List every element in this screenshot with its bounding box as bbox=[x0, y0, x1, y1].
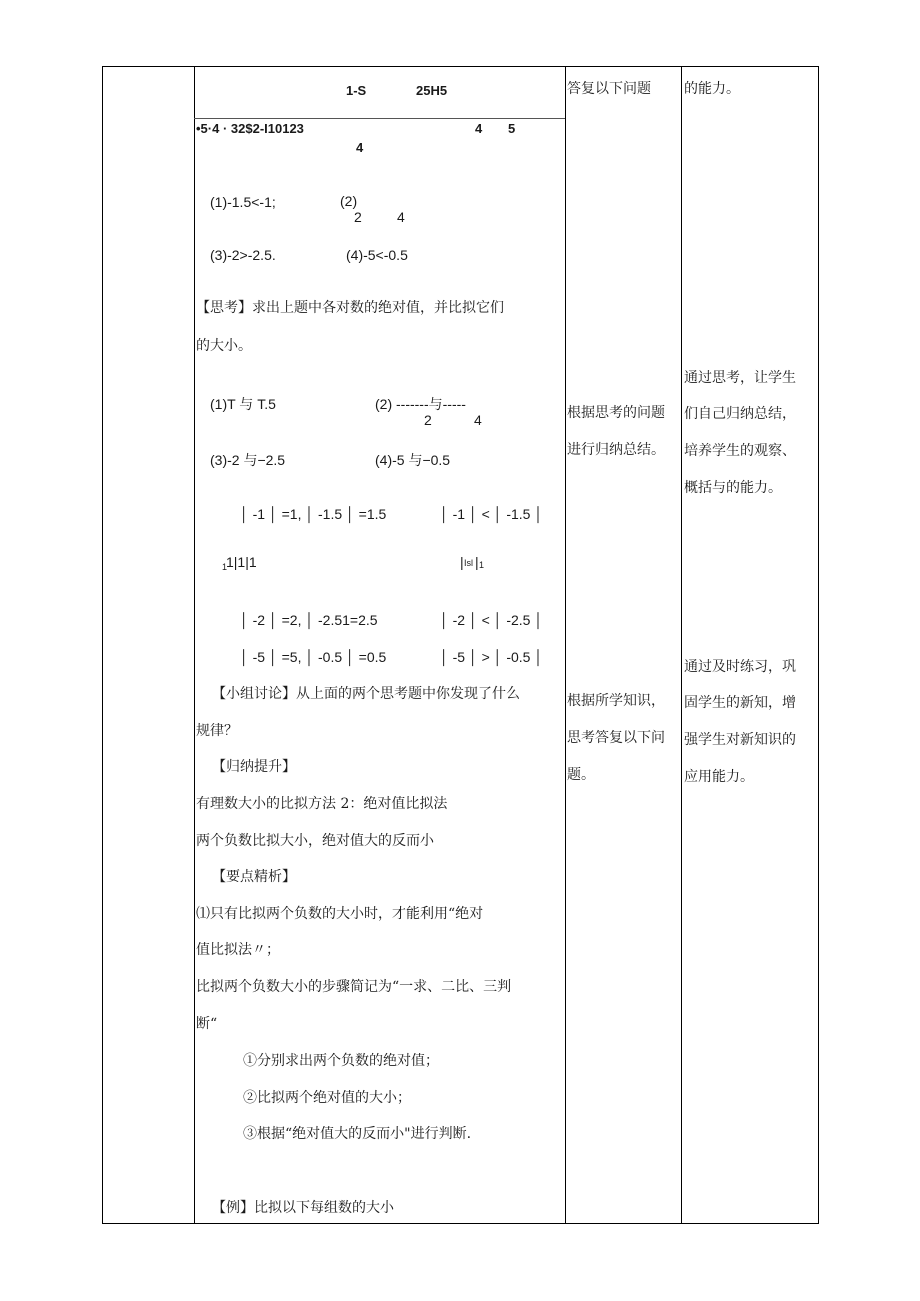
inner-divider bbox=[194, 118, 565, 119]
step-3: ③根据“绝对值大的反而小"进行判断. bbox=[243, 1126, 472, 1142]
design-intent-b3: 培养学生的观察、 bbox=[684, 443, 796, 459]
induce-heading: 【归纳提升】 bbox=[212, 759, 296, 775]
problem-2-num1: 2 bbox=[354, 209, 362, 225]
group-discussion-1: 【小组讨论】从上面的两个思考题中你发现了什么 bbox=[212, 686, 520, 702]
method-line-1: 有理数大小的比拟方法 2：绝对值比拟法 bbox=[196, 796, 448, 812]
problem-2-num2: 4 bbox=[397, 209, 405, 225]
example-line: 【例】比拟以下每组数的大小 bbox=[212, 1200, 394, 1216]
table-col-border-3 bbox=[681, 66, 682, 1224]
step-1: ①分别求出两个负数的绝对值； bbox=[243, 1053, 439, 1069]
student-activity-c1: 根据所学知识， bbox=[567, 693, 665, 709]
question-2: (2) -------与----- bbox=[375, 396, 466, 412]
fraction-right: | bbox=[460, 554, 464, 570]
problem-1: (1)-1.5<-1; bbox=[210, 194, 276, 210]
abs-values-3: │ -5 │ =5, │ -0.5 │ =0.5 bbox=[240, 649, 387, 665]
compare-3: │ -5 │ > │ -0.5 │ bbox=[440, 649, 544, 665]
top-line-b: 25H5 bbox=[416, 83, 448, 98]
key-point-2b: 断“ bbox=[196, 1016, 218, 1032]
question-3: (3)-2 与−2.5 bbox=[210, 452, 286, 468]
student-activity-c2: 思考答复以下问 bbox=[567, 730, 665, 746]
abs-values-1: │ -1 │ =1, │ -1.5 │ =1.5 bbox=[240, 506, 387, 522]
example-header-4: 4 bbox=[475, 121, 483, 136]
design-intent-b4: 概括与的能力。 bbox=[684, 480, 782, 496]
table-bottom-border bbox=[102, 1223, 819, 1224]
think-line-2: 的大小。 bbox=[196, 338, 252, 354]
design-intent-c3: 强学生对新知识的 bbox=[684, 732, 796, 748]
design-intent-c2: 固学生的新知，增 bbox=[684, 695, 796, 711]
key-point-2a: 比拟两个负数大小的步骤简记为“一求、二比、三判 bbox=[196, 979, 512, 995]
design-intent-c1: 通过及时练习，巩 bbox=[684, 659, 796, 675]
fraction-right-end: | bbox=[475, 554, 479, 570]
question-4: (4)-5 与−0.5 bbox=[375, 452, 451, 468]
group-discussion-2: 规律？ bbox=[196, 723, 238, 739]
design-intent-a1: 的能力。 bbox=[684, 81, 740, 97]
abs-values-2: │ -2 │ =2, │ -2.51=2.5 bbox=[240, 612, 378, 628]
fraction-right-mid: Isl bbox=[464, 558, 473, 568]
problem-3: (3)-2>-2.5. bbox=[210, 247, 276, 263]
method-line-2: 两个负数比拟大小，绝对值大的反而小 bbox=[196, 833, 434, 849]
student-activity-b1: 根据思考的问题 bbox=[567, 405, 665, 421]
step-2: ②比拟两个绝对值的大小； bbox=[243, 1090, 411, 1106]
key-point-1a: ⑴只有比拟两个负数的大小时，才能利用“绝对 bbox=[196, 906, 484, 922]
table-col-border-2 bbox=[565, 66, 566, 1224]
table-col-border-4 bbox=[818, 66, 819, 1224]
key-point-1b: 值比拟法〃； bbox=[196, 942, 280, 958]
key-points-heading: 【要点精析】 bbox=[212, 869, 296, 885]
problem-4: (4)-5<-0.5 bbox=[346, 247, 408, 263]
design-intent-b2: 们自己归纳总结， bbox=[684, 406, 796, 422]
student-activity-c3: 题。 bbox=[567, 767, 595, 783]
table-col-border-1 bbox=[194, 66, 195, 1224]
fraction-right-sub: 1 bbox=[479, 560, 485, 570]
student-activity-b2: 进行归纳总结。 bbox=[567, 442, 665, 458]
table-col-border-0 bbox=[102, 66, 103, 1224]
design-intent-b1: 通过思考，让学生 bbox=[684, 370, 796, 386]
example-header: •5·4 · 32$2-I10123 bbox=[196, 121, 304, 136]
top-line-a: 1-S bbox=[346, 83, 367, 98]
compare-2: │ -2 │ < │ -2.5 │ bbox=[440, 612, 544, 628]
fraction-left-sub: 1 bbox=[222, 562, 228, 572]
problem-2: (2) bbox=[340, 193, 358, 209]
example-header-5: 5 bbox=[508, 121, 516, 136]
think-line-1: 【思考】求出上题中各对数的绝对值，并比拟它们 bbox=[196, 300, 504, 316]
fraction-left: 1|1|1 bbox=[226, 554, 257, 570]
question-2-num1: 2 bbox=[424, 412, 432, 428]
design-intent-c4: 应用能力。 bbox=[684, 769, 754, 785]
student-activity-a1: 答复以下问题 bbox=[567, 81, 651, 97]
example-header-sub4: 4 bbox=[356, 140, 364, 155]
question-2-num2: 4 bbox=[474, 412, 482, 428]
question-1: (1)T 与 T.5 bbox=[210, 396, 276, 412]
compare-1: │ -1 │ < │ -1.5 │ bbox=[440, 506, 544, 522]
table-top-border bbox=[102, 66, 819, 67]
